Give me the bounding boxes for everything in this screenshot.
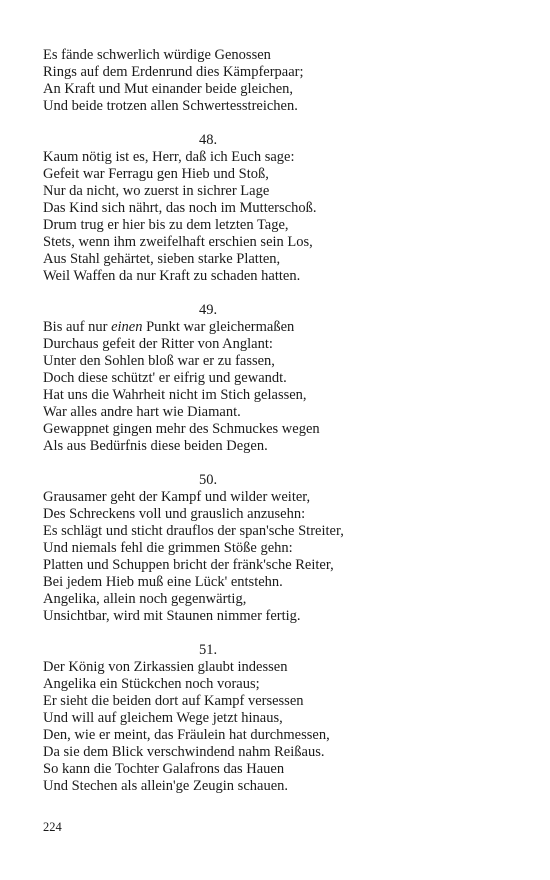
verse-line: Es schlägt und sticht drauflos der span'sche Streiter, (43, 523, 344, 539)
verse-line: Grausamer geht der Kampf und wilder weiter, (43, 489, 311, 505)
verse-line: Rings auf dem Erdenrund dies Kämpferpaar; (43, 64, 304, 80)
verse-line: Unter den Sohlen bloß war er zu fassen, (43, 353, 275, 369)
verse-line: Platten und Schuppen bricht der fränk'sche Reiter, (43, 557, 334, 573)
verse-line: Des Schreckens voll und grauslich anzusehn: (43, 506, 306, 522)
poem-page (43, 47, 373, 795)
verse-line: Da sie dem Blick verschwindend nahm Reißaus. (43, 744, 325, 760)
verse-line: War alles andre hart wie Diamant. (43, 404, 241, 420)
verse-line: Das Kind sich nährt, das noch im Mutterschoß. (43, 200, 317, 216)
stanza-number: 49. (198, 302, 218, 318)
stanza (43, 132, 373, 285)
stanza (43, 302, 373, 455)
verse-line: Doch diese schützt' er eifrig und gewandt. (43, 370, 287, 386)
verse-line: Bis auf nur einen Punkt war gleichermaßen (43, 319, 295, 335)
verse-line: Den, wie er meint, das Fräulein hat durchmessen, (43, 727, 330, 743)
stanza-number: 48. (198, 132, 218, 148)
verse-line: Aus Stahl gehärtet, sieben starke Platten, (43, 251, 281, 267)
verse-line: Es fände schwerlich würdige Genossen (43, 47, 271, 63)
stanza-number: 50. (198, 472, 218, 488)
verse-line: Und will auf gleichem Wege jetzt hinaus, (43, 710, 283, 726)
verse-line: Drum trug er hier bis zu dem letzten Tage, (43, 217, 289, 233)
verse-line: Stets, wenn ihm zweifelhaft erschien sein Los, (43, 234, 313, 250)
stanza (43, 47, 373, 115)
stanza (43, 642, 373, 795)
verse-line: Und niemals fehl die grimmen Stöße gehn: (43, 540, 293, 556)
verse-line: Und beide trotzen allen Schwertesstreichen. (43, 98, 298, 114)
verse-line: Weil Waffen da nur Kraft zu schaden hatten. (43, 268, 301, 284)
verse-line: Der König von Zirkassien glaubt indessen (43, 659, 288, 675)
verse-line: Kaum nötig ist es, Herr, daß ich Euch sage: (43, 149, 295, 165)
emphasized-word: einen (111, 319, 143, 335)
verse-line: Angelika, allein noch gegenwärtig, (43, 591, 247, 607)
verse-line: Und Stechen als allein'ge Zeugin schauen. (43, 778, 289, 794)
stanza (43, 472, 373, 625)
verse-line: Durchaus gefeit der Ritter von Anglant: (43, 336, 273, 352)
verse-line: Unsichtbar, wird mit Staunen nimmer fertig. (43, 608, 301, 624)
verse-line: Gefeit war Ferragu gen Hieb und Stoß, (43, 166, 269, 182)
verse-line: Nur da nicht, wo zuerst in sichrer Lage (43, 183, 270, 199)
verse-line: So kann die Tochter Galafrons das Hauen (43, 761, 285, 777)
verse-line: Hat uns die Wahrheit nicht im Stich gelassen, (43, 387, 307, 403)
verse-line: An Kraft und Mut einander beide gleichen, (43, 81, 294, 97)
verse-line: Er sieht die beiden dort auf Kampf versessen (43, 693, 304, 709)
verse-line: Als aus Bedürfnis diese beiden Degen. (43, 438, 268, 454)
verse-line: Gewappnet gingen mehr des Schmuckes wegen (43, 421, 320, 437)
verse-line: Angelika ein Stückchen noch voraus; (43, 676, 260, 692)
verse-line: Bei jedem Hieb muß eine Lück' entstehn. (43, 574, 283, 590)
page-number: 224 (43, 820, 62, 834)
stanza-number: 51. (198, 642, 218, 658)
